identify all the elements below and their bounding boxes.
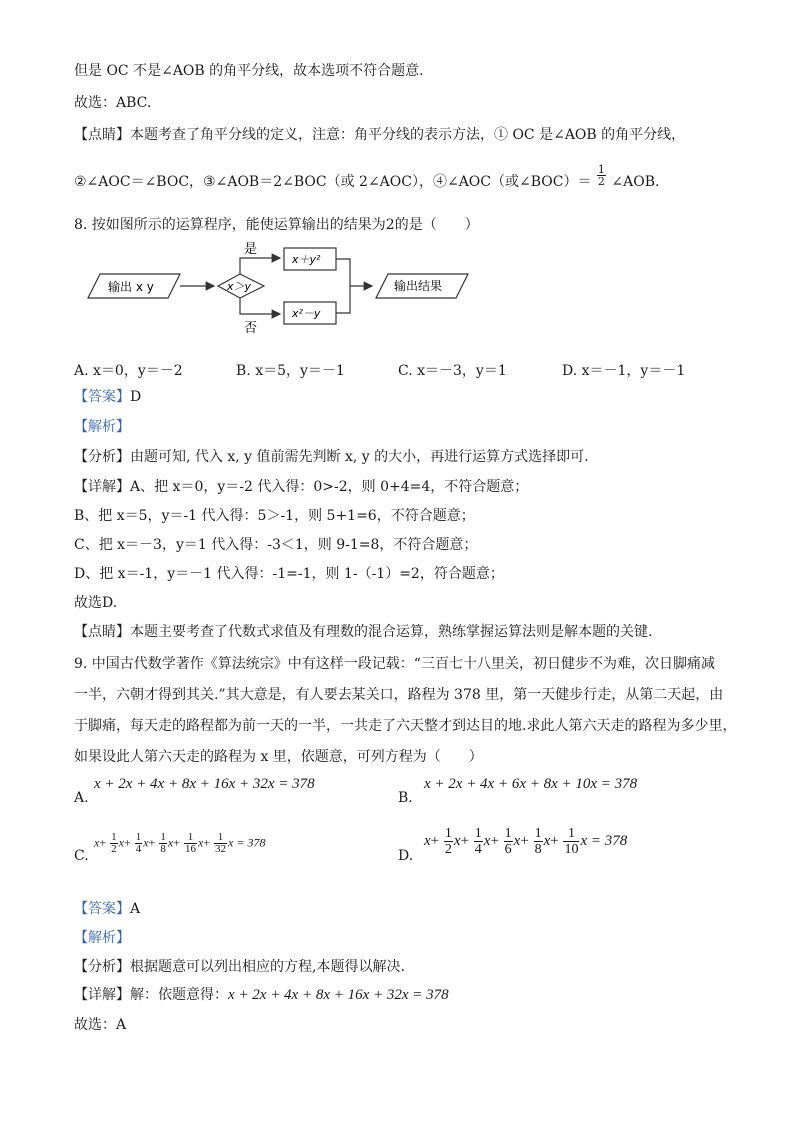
answer-tag: 【答案】 xyxy=(74,901,130,917)
flow-yes-label: 是 xyxy=(244,242,258,257)
fraction xyxy=(135,832,143,855)
equation-text: x + 2x + 4x + 6x + 8x + 10x = 378 xyxy=(424,776,638,792)
analysis-tag: 【解析】 xyxy=(74,419,130,435)
term: x xyxy=(513,832,521,849)
question-9-stem: 如果设此人第六天走的路程为 x 里，依题意，可列方程为（ ） xyxy=(74,749,483,765)
comment-line: 【点睛】本题主要考查了代数式求值及有理数的混合运算，熟练掌握运算法则是解本题的关键. xyxy=(74,624,653,640)
flow-expression-no: x²－y xyxy=(292,307,321,320)
fraction xyxy=(444,826,453,857)
fraction xyxy=(563,826,579,857)
text-line: 【点睛】本题考查了角平分线的定义，注意：角平分线的表示方法，① OC 是∠AOB 的角平分线， xyxy=(74,127,686,143)
fraction xyxy=(597,164,606,187)
term: x xyxy=(543,832,551,849)
conclusion-line: 故选D. xyxy=(74,595,118,611)
fraction xyxy=(159,832,167,855)
option-c-equation: x+ $\frac{1}{2}$ x+ $\frac{1}{4}$ x+ $\frac{1}{8}$ x+ $\frac{1}{16}$ x+ $\frac{1}{32}$ x = 378 xyxy=(94,831,266,855)
answer-line xyxy=(74,900,140,918)
fraction xyxy=(110,832,118,855)
option-d: D. x＝－1，y＝－1 xyxy=(562,363,686,379)
question-9-stem: 于脚痛，每天走的路程都为前一天的一半，一共走了六天整才到达目的地.求此人第六天走的路程为多少里， xyxy=(74,718,737,734)
detail-line: C、把 x＝－3，y＝1 代入得：-3＜1，则 9-1=8，不符合题意； xyxy=(74,537,478,553)
flow-box-no xyxy=(284,302,336,324)
text-segment: ②∠AOC＝∠BOC，③∠AOB＝2∠BOC（或 2∠AOC），④∠AOC（或∠BOC）＝ xyxy=(74,174,592,190)
text-line xyxy=(74,162,660,191)
term: x xyxy=(94,835,100,850)
fraction-denominator: 2 xyxy=(444,842,452,857)
fraction-denominator: 6 xyxy=(504,842,512,857)
option-b-label: B. xyxy=(398,790,413,806)
detail-line: D、把 x＝-1，y＝－1 代入得：-1=-1，则 1-（-1）=2，符合题意； xyxy=(74,566,504,582)
fraction xyxy=(534,826,543,857)
answer-line xyxy=(74,388,141,406)
term: x = 378 xyxy=(228,835,266,850)
fraction-denominator: 4 xyxy=(135,843,142,855)
flow-merge-line xyxy=(336,259,350,313)
flow-decision xyxy=(218,274,264,298)
text-line: 但是 OC 不是∠AOB 的角平分线，故本选项不符合题意. xyxy=(74,63,424,79)
flow-arrow xyxy=(240,298,280,314)
fraction-denominator: 2 xyxy=(111,843,117,855)
flow-box-yes xyxy=(284,248,336,270)
fraction-numerator: 1 xyxy=(474,826,482,841)
option-c: C. x＝－3，y＝1 xyxy=(398,363,507,379)
option-d-label: D. xyxy=(398,848,414,864)
term: x xyxy=(424,832,431,849)
flow-output-label: 输出结果 xyxy=(394,279,443,293)
detail-label: 【详解】解：依题意得： xyxy=(74,987,228,1003)
option-a-label: A. xyxy=(74,790,89,806)
analysis-tag: 【解析】 xyxy=(74,930,130,946)
option-b: B. x＝5，y＝－1 xyxy=(236,363,345,379)
option-a-equation xyxy=(94,776,315,793)
flow-no-label: 否 xyxy=(244,321,258,336)
term: x xyxy=(167,835,174,850)
detail-line xyxy=(74,986,449,1004)
term: x xyxy=(118,835,124,850)
fraction-numerator: 1 xyxy=(563,826,579,842)
flow-condition: x＞y xyxy=(227,280,252,293)
fraction-numerator: 1 xyxy=(597,162,605,176)
fraction-denominator: 32 xyxy=(215,843,227,855)
text-segment: ∠AOB. xyxy=(611,174,660,190)
detail-line: B、把 x＝5，y＝-1 代入得：5＞-1，则 5+1=6，不符合题意； xyxy=(74,508,475,524)
fraction-numerator: 1 xyxy=(444,826,452,841)
term: x xyxy=(453,832,461,849)
answer-tag: 【答案】 xyxy=(74,389,130,405)
fraction-denominator: 8 xyxy=(160,843,166,855)
flow-input-label: 输出 x y xyxy=(108,280,154,294)
fraction-numerator: 1 xyxy=(160,831,166,843)
answer-value: D xyxy=(130,389,142,405)
fraction-numerator: 1 xyxy=(504,826,512,841)
fraction xyxy=(504,826,513,857)
question-9-stem: 9. 中国古代数学著作《算法统宗》中有这样一段记载：“三百七十八里关，初日健步不为难，次日脚痛减 xyxy=(74,656,715,672)
term: x = 378 xyxy=(580,832,628,849)
fraction-numerator: 1 xyxy=(534,826,542,841)
option-c-label: C. xyxy=(74,848,89,864)
question-8-stem: 8. 按如图所示的运算程序，能使运算输出的结果为2的是（ ） xyxy=(74,217,479,233)
fraction-denominator: 16 xyxy=(184,843,196,855)
fraction-denominator: 10 xyxy=(564,842,579,857)
flow-input-box xyxy=(88,274,180,298)
equation-text: x + 2x + 4x + 8x + 16x + 32x = 378 xyxy=(94,776,315,792)
text-line: 故选：ABC. xyxy=(74,95,152,111)
detail-line: 【详解】A、把 x＝0，y＝-2 代入得：0>-2，则 0+4=4，不符合题意； xyxy=(74,479,529,495)
fraction-denominator: 4 xyxy=(474,842,482,857)
fraction-denominator: 2 xyxy=(597,174,605,188)
fraction-numerator: 1 xyxy=(214,832,227,844)
detail-equation: x + 2x + 4x + 8x + 16x + 32x = 378 xyxy=(228,987,449,1003)
answer-value: A xyxy=(130,901,141,917)
flow-arrow xyxy=(240,258,280,274)
fraction xyxy=(474,826,483,857)
flowchart xyxy=(80,238,480,338)
option-b-equation xyxy=(424,776,637,793)
conclusion-line: 故选：A xyxy=(74,1017,127,1033)
term: x xyxy=(197,835,204,850)
flow-output-box xyxy=(376,274,468,298)
fraction-numerator: 1 xyxy=(135,831,142,843)
question-9-stem: 一半，六朝才得到其关.”其大意是，有人要去某关口，路程为 378 里，第一天健步行走，从第二天起，由 xyxy=(74,687,724,703)
fraction-numerator: 1 xyxy=(111,831,117,843)
fraction-numerator: 1 xyxy=(184,832,197,844)
term: x xyxy=(483,832,491,849)
fraction-denominator: 8 xyxy=(534,842,542,857)
analysis-line: 【分析】由题可知, 代入 x, y 值前需先判断 x, y 的大小，再进行运算方式选择即可. xyxy=(74,449,589,465)
option-d-equation: x+ $\frac{1}{2}$ x+ $\frac{1}{4}$ x+ $\frac{1}{6}$ x+ $\frac{1}{8}$ x+ $\frac{1}{10}$ x = 378 xyxy=(424,826,628,857)
fraction xyxy=(184,832,197,855)
analysis-line: 【分析】根据题意可以列出相应的方程,本题得以解决. xyxy=(74,959,405,975)
fraction xyxy=(214,832,227,855)
term: x xyxy=(143,835,149,850)
flow-expression-yes: x＋y² xyxy=(292,253,321,266)
option-a: A. x＝0，y＝－2 xyxy=(74,363,183,379)
